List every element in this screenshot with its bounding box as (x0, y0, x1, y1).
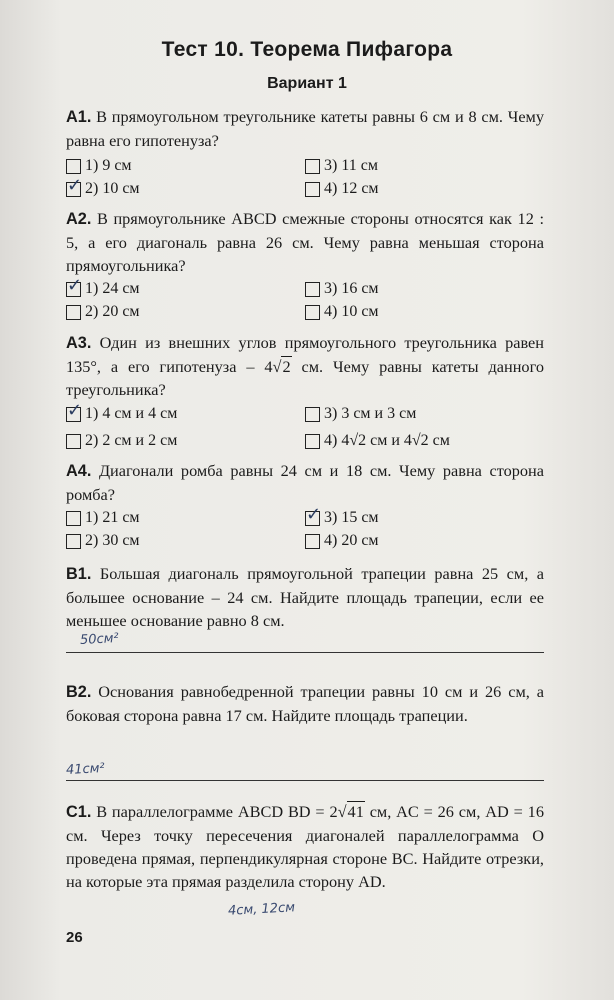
variant-heading: Вариант 1 (267, 75, 347, 92)
option-label: 3) 15 см (324, 509, 379, 526)
option-a4-1[interactable] (66, 509, 140, 527)
answer-line-b1[interactable] (66, 652, 544, 653)
question-b2 (66, 680, 544, 727)
option-label: 1) 24 см (85, 280, 140, 297)
question-number: A4. (66, 462, 92, 480)
option-label: 4) 20 см (324, 532, 379, 549)
option-label: 2) 10 см (85, 180, 140, 197)
option-label: 2) 20 см (85, 303, 140, 320)
question-text: Один из внешних углов прямоугольного треугольника равен 135°, а его гипотенуза – (66, 333, 544, 376)
question-text-continued: см, AC = 26 см, AD = 16 см. Через точку пересечения диагоналей параллелограмма O проведена прямая, перпендикулярная стороне BC. Найдите отрезки, на которые эта прямая разделила сторону AD. (66, 802, 544, 891)
option-a1-4[interactable] (305, 180, 379, 198)
option-a4-2[interactable] (66, 532, 140, 550)
question-a4 (66, 459, 544, 506)
question-text: В параллелограмме ABCD BD = (96, 802, 325, 821)
checkbox[interactable] (66, 511, 81, 526)
question-number: B1. (66, 565, 92, 583)
question-c1 (66, 800, 544, 893)
option-a1-3[interactable] (305, 157, 378, 175)
question-text-continued: см. Чему равны катеты данного треугольника? (66, 357, 544, 399)
option-label: 1) 4 см и 4 см (85, 405, 178, 422)
option-a2-2[interactable] (66, 303, 140, 321)
option-label: 4) 10 см (324, 303, 379, 320)
checkbox[interactable] (305, 159, 320, 174)
page-number: 26 (66, 929, 83, 946)
question-a3 (66, 331, 544, 401)
option-a3-4[interactable] (305, 432, 450, 450)
question-number: A1. (66, 108, 92, 126)
question-text: Диагонали ромба равны 24 см и 18 см. Чему равна сторона ромба? (66, 461, 544, 504)
option-label: 1) 21 см (85, 509, 140, 526)
checkbox-checked[interactable] (305, 511, 320, 526)
handwritten-answer-c1: 4см, 12см (227, 900, 296, 919)
option-a3-3[interactable] (305, 405, 416, 423)
option-label: 3) 11 см (324, 157, 378, 174)
question-number: A2. (66, 210, 92, 228)
question-number: B2. (66, 683, 92, 701)
question-text: В прямоугольнике ABCD смежные стороны относятся как 12 : 5, а его диагональ равна 26 см. Чему равна меньшая сторона прямоугольника? (66, 209, 544, 275)
checkbox[interactable] (305, 434, 320, 449)
question-number: A3. (66, 334, 92, 352)
option-label: 4) 12 см (324, 180, 379, 197)
handwritten-answer-b2: 41см² (65, 760, 106, 779)
question-text: В прямоугольном треугольнике катеты равны 6 см и 8 см. Чему равна его гипотенуза? (66, 107, 545, 150)
checkbox[interactable] (66, 159, 81, 174)
question-b1 (66, 562, 544, 632)
option-label: 3) 16 см (324, 280, 379, 297)
checkbox[interactable] (305, 305, 320, 320)
option-a1-1[interactable] (66, 157, 132, 175)
question-text: Большая диагональ прямоугольной трапеции равна 25 см, а большее основание – 24 см. Найдите площадь трапеции, если ее меньшее основание равно 8 см. (66, 564, 544, 630)
checkbox[interactable] (66, 534, 81, 549)
option-a2-4[interactable] (305, 303, 379, 321)
option-a4-3[interactable] (305, 509, 379, 527)
question-text: Основания равнобедренной трапеции равны 10 см и 26 см, а боковая сторона равна 17 см. Найдите площадь трапеции. (66, 682, 545, 725)
handwritten-answer-b1: 50см² (79, 630, 120, 649)
checkbox[interactable] (305, 407, 320, 422)
question-number: C1. (66, 803, 92, 821)
option-a2-1[interactable] (66, 280, 140, 298)
checkbox[interactable] (66, 305, 81, 320)
question-a1 (66, 105, 544, 152)
page-title: Тест 10. Теорема Пифагора (161, 38, 453, 61)
bd-value: 2√41 (329, 802, 364, 821)
option-a1-2[interactable] (66, 180, 140, 198)
question-a2 (66, 207, 544, 277)
option-a2-3[interactable] (305, 280, 379, 298)
option-label: 2) 30 см (85, 532, 140, 549)
checkbox[interactable] (305, 182, 320, 197)
option-a4-4[interactable] (305, 532, 379, 550)
checkbox[interactable] (305, 282, 320, 297)
checkbox-checked[interactable] (66, 182, 81, 197)
checkbox[interactable] (305, 534, 320, 549)
option-label: 2) 2 см и 2 см (85, 432, 178, 449)
option-label: 4) 4√2 см и 4√2 см (324, 432, 450, 449)
option-label: 1) 9 см (85, 157, 132, 174)
option-a3-2[interactable] (66, 432, 177, 450)
answer-line-b2[interactable] (66, 780, 544, 781)
checkbox-checked[interactable] (66, 282, 81, 297)
checkbox-checked[interactable] (66, 407, 81, 422)
option-label: 3) 3 см и 3 см (324, 405, 417, 422)
hypotenuse-value: 4√2 (264, 357, 291, 376)
checkbox[interactable] (66, 434, 81, 449)
option-a3-1[interactable] (66, 405, 177, 423)
